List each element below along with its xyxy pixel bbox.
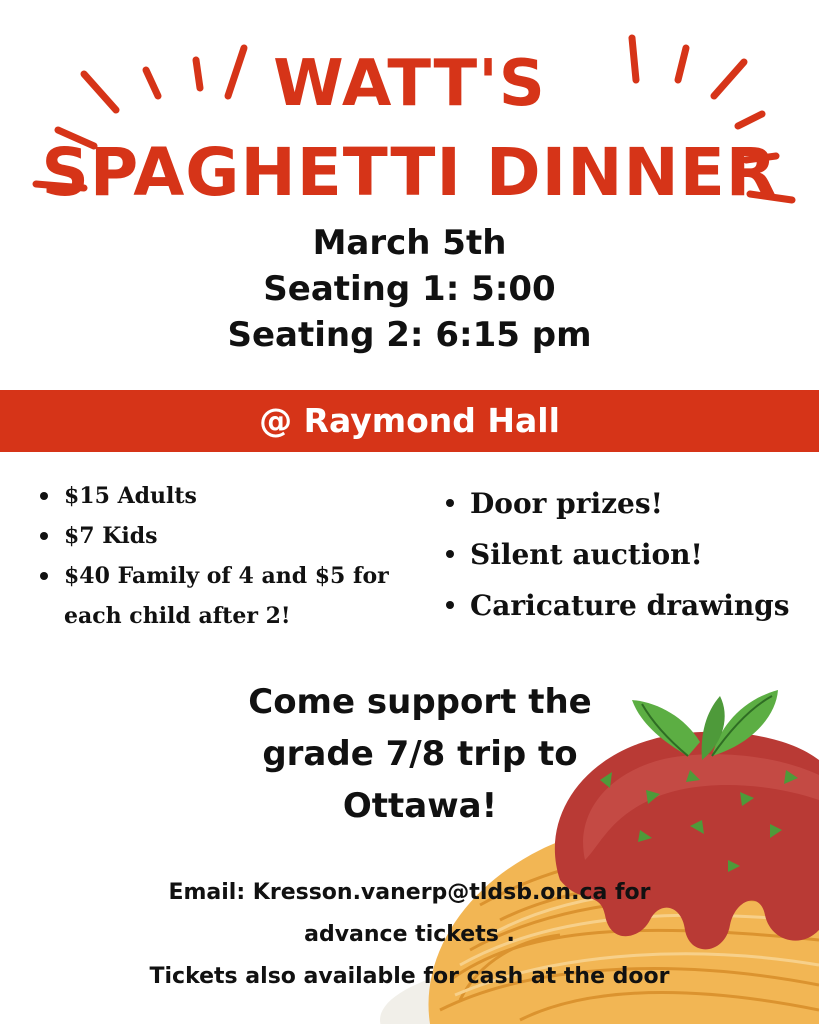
- price-list: [64, 476, 424, 636]
- support-message: [210, 676, 630, 832]
- contact-info: [0, 872, 819, 998]
- title-line-2: SPAGHETTI DINNER: [41, 134, 778, 211]
- support-line-3: Ottawa!: [342, 786, 498, 826]
- venue-banner: @ Raymond Hall: [0, 390, 819, 452]
- extras-item: Door prizes!: [470, 478, 810, 529]
- support-line-1: Come support the: [248, 682, 592, 722]
- support-line-2: grade 7/8 trip to: [262, 734, 578, 774]
- extras-item: Caricature drawings: [470, 580, 810, 631]
- extras-list: [470, 478, 810, 631]
- price-item: $7 Kids: [64, 516, 424, 556]
- seating-2: Seating 2: 6:15 pm: [227, 315, 592, 355]
- contact-door-line: Tickets also available for cash at the door: [149, 964, 670, 989]
- event-date: March 5th: [312, 223, 507, 263]
- seating-1: Seating 1: 5:00: [263, 269, 556, 309]
- extras-item: Silent auction!: [470, 529, 810, 580]
- price-item: $15 Adults: [64, 476, 424, 516]
- price-item: $40 Family of 4 and $5 for each child after 2!: [64, 556, 424, 636]
- title-line-1: WATT'S: [273, 47, 546, 121]
- contact-email-line: Email: Kresson.vanerp@tldsb.on.ca for: [168, 880, 651, 905]
- contact-advance-line: advance tickets .: [304, 922, 515, 947]
- event-info: [0, 220, 819, 358]
